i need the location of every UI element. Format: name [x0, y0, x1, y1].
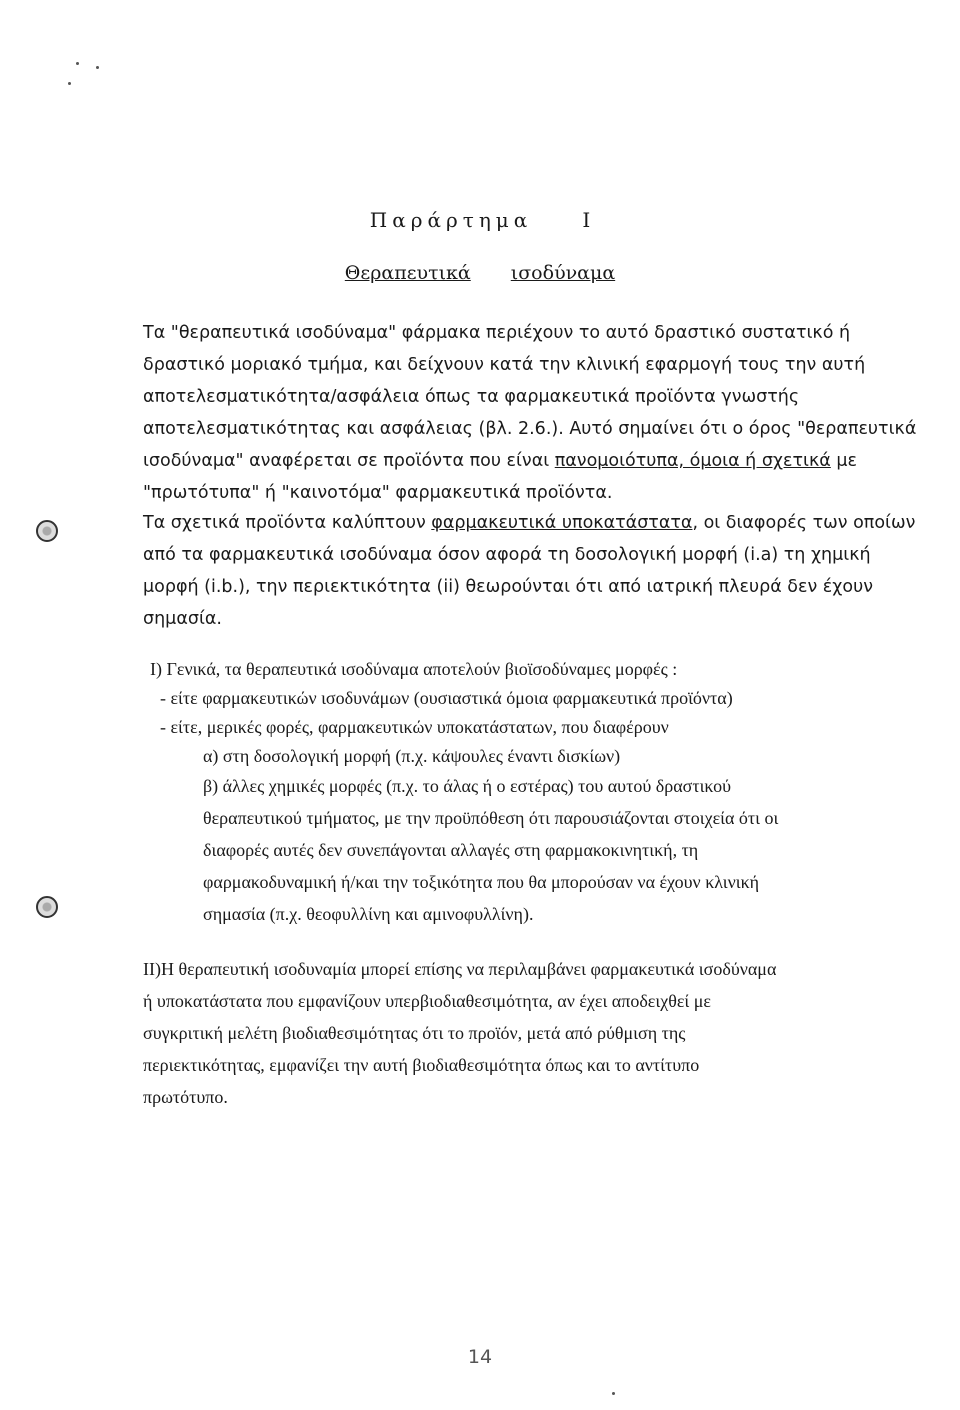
scan-speck [68, 82, 71, 85]
section2-line: πρωτότυπο. [143, 1087, 228, 1107]
page-title [0, 208, 960, 232]
section1-line: α) στη δοσολογική μορφή (π.χ. κάψουλες έναντι δισκίων) [203, 746, 621, 766]
intro-line: δραστικό μοριακό τμήμα, και δείχνουν κατά την κλινική εφαρμογή τους την αυτή [143, 355, 866, 375]
title-numeral: I [582, 208, 591, 232]
section1-line: διαφορές αυτές δεν συνεπάγονται αλλαγές στη φαρμακοκινητική, τη [203, 840, 699, 860]
section1-line: θεραπευτικού τμήματος, με την προϋπόθεση ότι παρουσιάζονται στοιχεία ότι οι [203, 808, 779, 828]
scan-speck [612, 1392, 615, 1395]
related-line: μορφή (i.b.), την περιεκτικότητα (ii) θεωρούνται ότι από ιατρική πλευρά δεν έχουν [143, 577, 873, 597]
underlined-phrase: πανομοιότυπα, όμοια ή σχετικά [554, 451, 831, 471]
intro-line: "πρωτότυπα" ή "καινοτόμα" φαρμακευτικά προϊόντα. [143, 483, 613, 503]
section1-line: - είτε, μερικές φορές, φαρμακευτικών υποκατάστατων, που διαφέρουν [160, 717, 669, 737]
related-line: από τα φαρμακευτικά ισοδύναμα όσον αφορά τη δοσολογική μορφή (i.a) τη χημική [143, 545, 871, 565]
section2-line: συγκριτική μελέτη βιοδιαθεσιμότητας ότι το προϊόν, μετά από ρύθμιση της [143, 1023, 686, 1043]
scan-speck [76, 62, 79, 65]
section1-line: β) άλλες χημικές μορφές (π.χ. το άλας ή ο εστέρας) του αυτού δραστικού [203, 776, 732, 796]
section2-line: περιεκτικότητας, εμφανίζει την αυτή βιοδιαθεσιμότητα όπως και το αντίτυπο [143, 1055, 700, 1075]
underlined-phrase: φαρμακευτικά υποκατάστατα [431, 513, 693, 533]
subtitle-left: Θεραπευτικά [344, 262, 471, 284]
intro-line: ισοδύναμα" αναφέρεται σε προϊόντα που είναι πανομοιότυπα, όμοια ή σχετικά με [143, 451, 857, 471]
section1-line: I) Γενικά, τα θεραπευτικά ισοδύναμα αποτελούν βιοϊσοδύναμες μορφές : [150, 659, 678, 679]
related-line: Τα σχετικά προϊόντα καλύπτουν φαρμακευτικά υποκατάστατα, οι διαφορές των οποίων [143, 513, 916, 533]
punch-hole-icon [36, 520, 58, 542]
punch-hole-icon [36, 896, 58, 918]
intro-line: Τα "θεραπευτικά ισοδύναμα" φάρμακα περιέχουν το αυτό δραστικό συστατικό ή [143, 323, 851, 343]
section1-line: - είτε φαρμακευτικών ισοδυνάμων (ουσιαστικά όμοια φαρμακευτικά προϊόντα) [160, 688, 733, 708]
section2-line: ή υποκατάστατα που εμφανίζουν υπερβιοδιαθεσιμότητα, αν έχει αποδειχθεί με [143, 991, 711, 1011]
page-number: 14 [467, 1346, 493, 1368]
intro-line: αποτελεσματικότητας και ασφάλειας (βλ. 2.6.). Αυτό σημαίνει ότι ο όρος "θεραπευτικά [143, 419, 917, 439]
page-subtitle [0, 262, 960, 284]
title-text: Παράρτημα [369, 208, 533, 232]
section1-line: φαρμακοδυναμική ή/και την τοξικότητα που θα μπορούσαν να έχουν κλινική [203, 872, 760, 892]
subtitle-right: ισοδύναμα [510, 262, 616, 284]
intro-line: αποτελεσματικότητα/ασφάλεια όπως τα φαρμακευτικά προϊόντα γνωστής [143, 387, 800, 407]
section1-line: σημασία (π.χ. θεοφυλλίνη και αμινοφυλλίνη). [203, 904, 534, 924]
scan-speck [96, 66, 99, 69]
section2-line: II)Η θεραπευτική ισοδυναμία μπορεί επίσης να περιλαμβάνει φαρμακευτικά ισοδύναμα [143, 959, 777, 979]
related-line: σημασία. [143, 609, 222, 629]
